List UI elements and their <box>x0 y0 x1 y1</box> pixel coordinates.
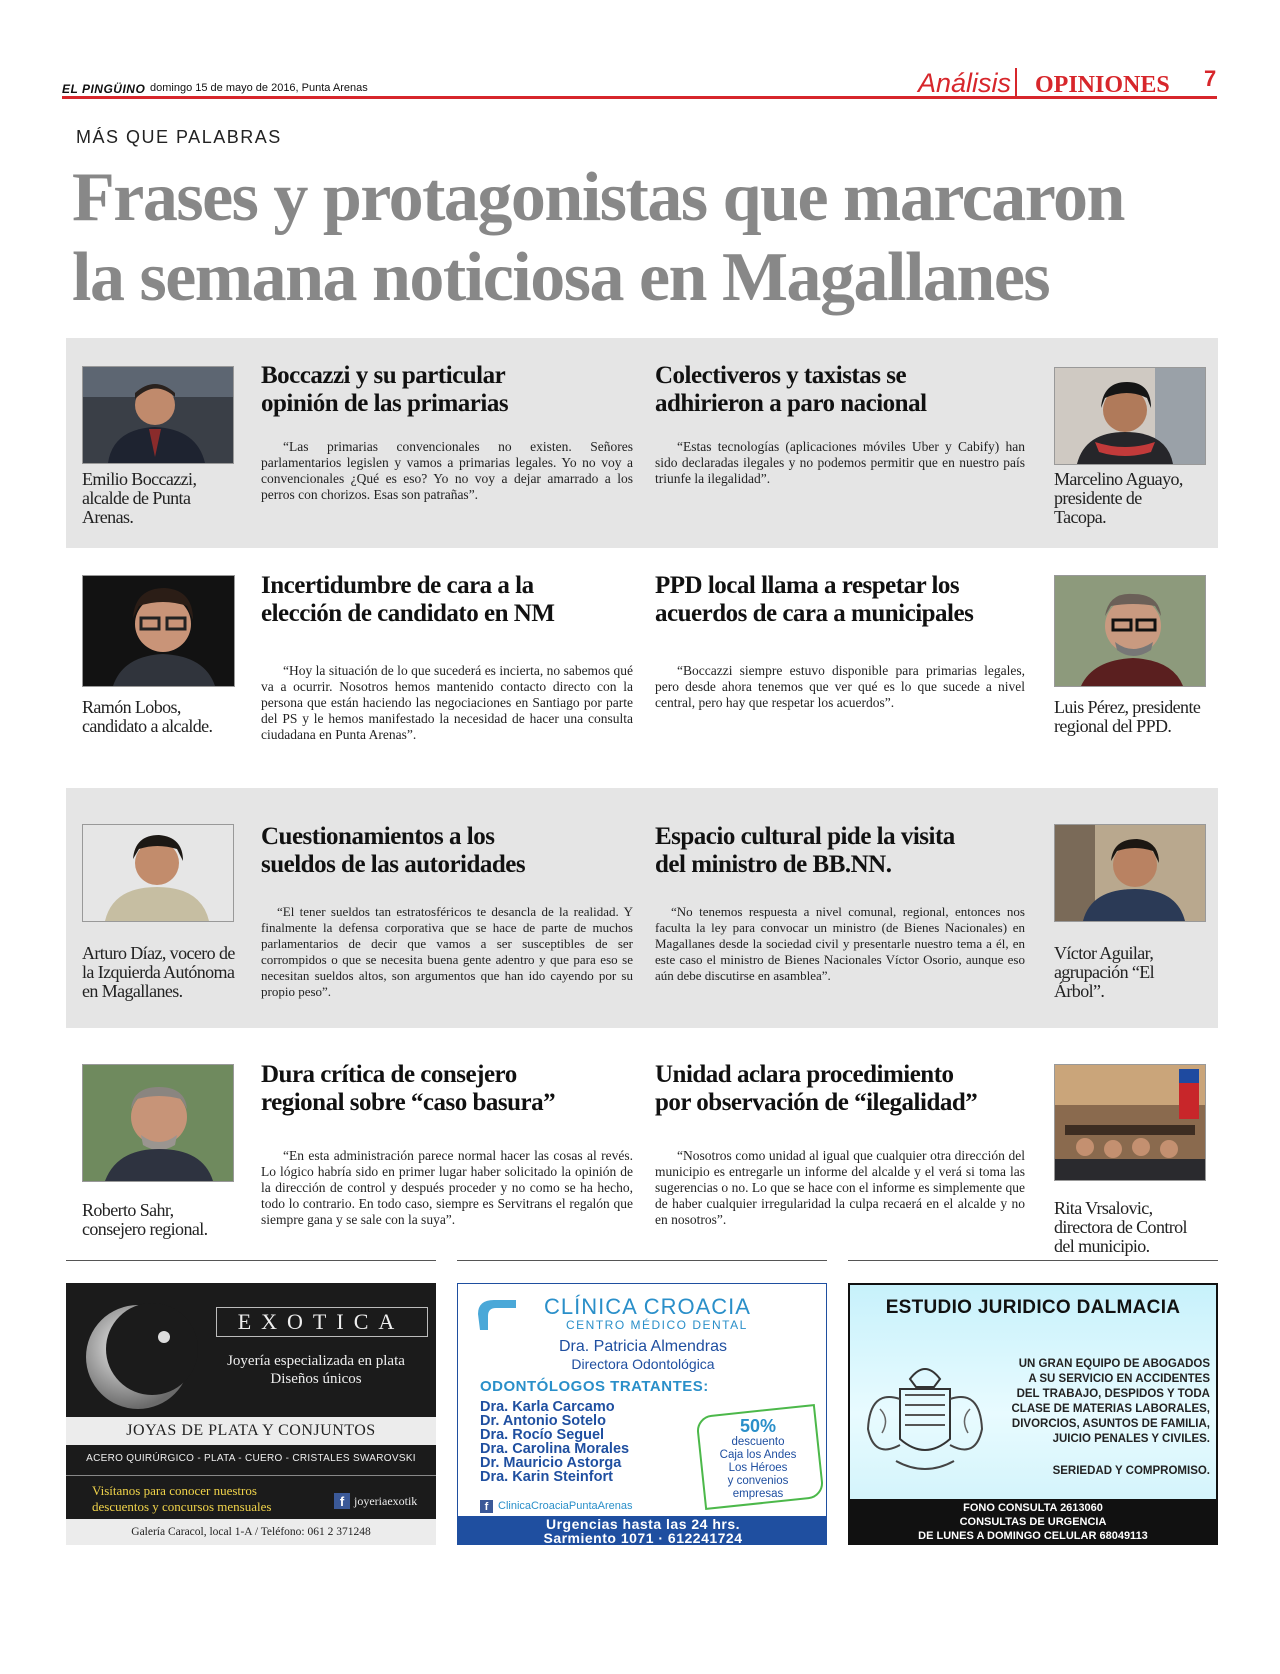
headline-aguilar: Espacio cultural pide la visita del ministro de BB.NN. <box>655 823 955 878</box>
headline-boccazzi: Boccazzi y su particular opinión de las primarias <box>261 362 509 417</box>
section-analisis: Análisis <box>918 68 1017 98</box>
croacia-discount-text: descuento Caja los Andes Los Héroes y convenios empresas <box>719 1436 797 1500</box>
headline-vrsalovic: Unidad aclara procedimiento por observación de “ilegalidad” <box>655 1061 978 1116</box>
exotica-brand: EXOTICA <box>237 1309 405 1334</box>
headline-diaz: Cuestionamientos a los sueldos de las autoridades <box>261 823 526 878</box>
exotica-promo-2: descuentos y concursos mensuales <box>92 1499 272 1514</box>
quote-lobos: “Hoy la situación de lo que sucederá es incierta, no sabemos qué va a ocurrir. Nosotros hemos mantenido contacto directo con la persona que están haciendo las negociaciones en Santiago por parte del PS y le hemos manifestado la necesidad de hacer una consulta ciudadana en Punta Arenas”. <box>261 663 633 742</box>
facebook-icon: f <box>480 1500 493 1513</box>
exotica-divider <box>66 1475 436 1476</box>
ad-rule-2 <box>457 1260 827 1261</box>
croacia-director-role: Directora Odontológica <box>571 1356 715 1372</box>
masthead: EL PINGÜINO <box>62 82 146 96</box>
quote-boccazzi: “Las primarias convencionales no existen. Señores parlamentarios legislen y vamos a primarias legales. Yo no voy a convencionales ¿Qué es eso? Yo no voy a dejar amarrado a los perros con chorizos. Esas son patrañas”. <box>261 439 633 502</box>
dalmacia-services: UN GRAN EQUIPO DE ABOGADOS A SU SERVICIO EN ACCIDENTES DEL TRABAJO, DESPIDOS Y TODA CLASE DE MATERIAS LABORALES, DIVORCIOS, ASUNTOS DE FAMILIA, JUICIO PENALES Y CIVILES. <box>1011 1358 1210 1445</box>
caption-aguayo: Marcelino Aguayo, presidente de Tacopa. <box>1054 469 1183 527</box>
ad-exotica[interactable] <box>66 1283 436 1545</box>
quote-diaz: “El tener sueldos tan estratosféricos te desancla de la realidad. Y finalmente la defensa corporativa que se hace de parte de muchos parlamentarios de decir que vamos a ser susceptibles de ser corrompidos o que se necesita buena gente adentro y que para eso se necesitan sueldos altos, son argumentos que han ido cayendo por su propio peso”. <box>261 904 633 999</box>
quote-perez: “Boccazzi siempre estuvo disponible para primarias legales, pero desde ahora tenemos que ver qué es lo que sucede a nivel central, pero hay que respetar los acuerdos”. <box>655 663 1025 710</box>
page-title-line1: Frases y protagonistas que marcaron <box>72 159 1124 236</box>
photo-boccazzi <box>82 366 234 464</box>
caption-aguilar: Víctor Aguilar, agrupación “El Árbol”. <box>1054 943 1155 1001</box>
page-number: 7 <box>1204 66 1217 91</box>
dalmacia-title: ESTUDIO JURIDICO DALMACIA <box>885 1297 1181 1318</box>
photo-sahr <box>82 1064 234 1182</box>
croacia-name: CLÍNICA CROACIA <box>544 1294 751 1319</box>
dalmacia-motto: SERIEDAD Y COMPROMISO. <box>1052 1465 1210 1477</box>
photo-lobos <box>82 575 235 687</box>
exotica-address: Galería Caracol, local 1-A / Teléfono: 061 2 371248 <box>66 1519 436 1545</box>
croacia-subtitle: CENTRO MÉDICO DENTAL <box>566 1318 748 1332</box>
caption-perez: Luis Pérez, presidente regional del PPD. <box>1054 697 1201 736</box>
exotica-moon-icon <box>80 1297 200 1417</box>
caption-vrsalovic: Rita Vrsalovic, directora de Control del municipio. <box>1054 1198 1187 1256</box>
exotica-band: JOYAS DE PLATA Y CONJUNTOS <box>66 1417 436 1445</box>
caption-diaz: Arturo Díaz, vocero de la Izquierda Autónoma en Magallanes. <box>82 943 235 1001</box>
photo-diaz <box>82 824 234 922</box>
croacia-footer-1: Urgencias hasta las 24 hrs. <box>545 1516 741 1532</box>
ad-rule-1 <box>66 1260 436 1261</box>
headline-aguayo: Colectiveros y taxistas se adhirieron a paro nacional <box>655 362 927 417</box>
header-date: domingo 15 de mayo de 2016, Punta Arenas <box>150 82 368 94</box>
ad-estudio-dalmacia[interactable] <box>848 1283 1218 1545</box>
ad-clinica-croacia[interactable] <box>457 1283 827 1545</box>
ad-rule-3 <box>848 1260 1218 1261</box>
croacia-doctors: Dra. Karla Carcamo Dr. Antonio Sotelo Dra. Rocío Seguel Dra. Carolina Morales Dr. Mauricio Astorga Dra. Karin Steinfort <box>480 1399 630 1485</box>
exotica-tagline-1: Joyería especializada en plata <box>227 1353 405 1369</box>
headline-lobos: Incertidumbre de cara a la elección de candidato en NM <box>261 572 555 627</box>
headline-perez: PPD local llama a respetar los acuerdos de cara a municipales <box>655 572 974 627</box>
caption-sahr: Roberto Sahr, consejero regional. <box>82 1200 208 1239</box>
exotica-tagline-2: Diseños únicos <box>270 1371 362 1387</box>
quote-vrsalovic: “Nosotros como unidad al igual que cualquier otra dirección del municipio es entregarle un informe del alcalde y el verá si toma las sugerencias o no. Lo que se hace con el informe es simplemente que de haber cualquier irregularidad la culpa recaerá en el alcalde y no en nosotros”. <box>655 1148 1025 1227</box>
croacia-footer-2: Sarmiento 1071 · 612241724 <box>543 1530 743 1545</box>
tooth-logo-icon <box>472 1294 518 1334</box>
croacia-discount-pct: 50% <box>739 1416 777 1436</box>
page-title-line2: la semana noticiosa en Magallanes <box>72 239 1050 316</box>
quote-aguayo: “Estas tecnologías (aplicaciones móviles Uber y Cabify) han sido declaradas ilegales y no podemos permitir que en nuestro país triunfe la ilegalidad”. <box>655 439 1025 486</box>
exotica-social: joyeriaexotik <box>354 1494 418 1508</box>
headline-sahr: Dura crítica de consejero regional sobre “caso basura” <box>261 1061 556 1116</box>
dalmacia-footer-text: FONO CONSULTA 2613060 CONSULTAS DE URGENCIA DE LUNES A DOMINGO CELULAR 68049113 <box>918 1502 1148 1542</box>
page-title <box>72 158 1232 318</box>
croacia-social: ClinicaCroaciaPuntaArenas <box>498 1500 633 1512</box>
quote-aguilar: “No tenemos respuesta a nivel comunal, regional, entonces nos faculta la ley para convocar un ministro (de Bienes Nacionales) en Magallanes desde la sociedad civil y presentarle nuestro tema a él, en este caso el ministro de Bienes Nacionales Víctor Osorio, aunque eso aún debe discutirse en asamblea”. <box>655 904 1025 983</box>
quote-sahr: “En esta administración parece normal hacer las cosas al revés. Lo lógico habría sido en primer lugar haber solicitado la opinión de la dirección de control y después proceder y no como se ha hecho, todo lo contrario. En todo caso, siempre es Servitrans el regalón que siempre gana y se sale con la suya”. <box>261 1148 633 1227</box>
photo-aguilar <box>1054 824 1206 922</box>
photo-perez <box>1054 575 1206 687</box>
exotica-promo-1: Visítanos para conocer nuestros <box>92 1483 257 1498</box>
exotica-materials: ACERO QUIRÚRGICO - PLATA - CUERO - CRISTALES SWAROVSKI <box>86 1453 416 1464</box>
kicker: MÁS QUE PALABRAS <box>76 127 282 147</box>
photo-aguayo <box>1054 367 1206 465</box>
photo-vrsalovic <box>1054 1064 1206 1181</box>
croacia-list-title: ODONTÓLOGOS TRATANTES: <box>480 1378 709 1395</box>
caption-boccazzi: Emilio Boccazzi, alcalde de Punta Arenas. <box>82 469 197 527</box>
croacia-director: Dra. Patricia Almendras <box>558 1338 728 1355</box>
section-opiniones: OPINIONES <box>1035 72 1170 98</box>
caption-lobos: Ramón Lobos, candidato a alcalde. <box>82 697 213 736</box>
facebook-icon: f <box>334 1493 350 1509</box>
